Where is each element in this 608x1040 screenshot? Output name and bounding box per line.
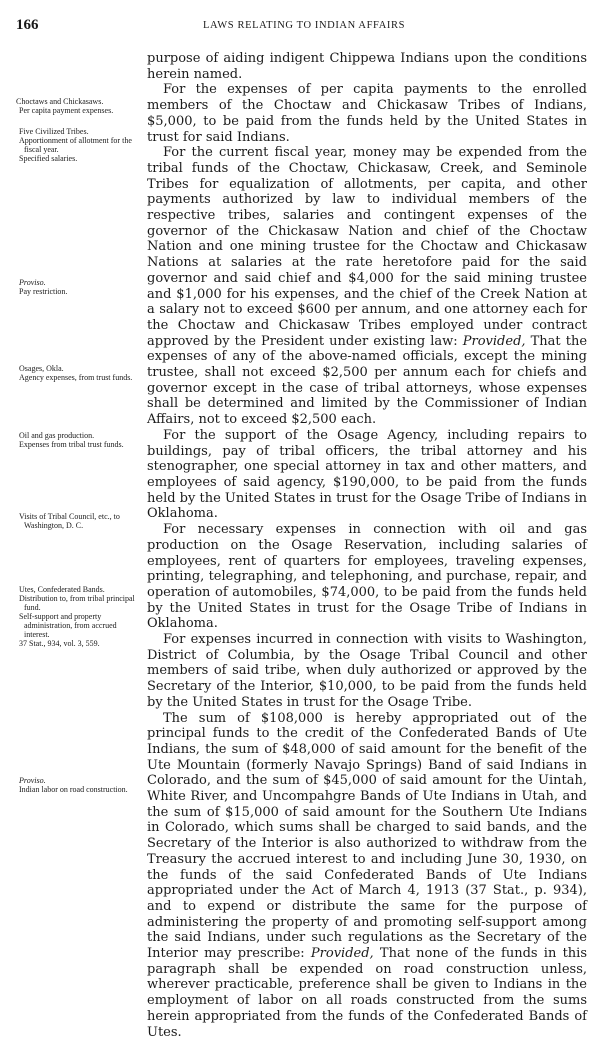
page-header: [16, 17, 592, 37]
proviso-word: Provided,: [462, 333, 526, 349]
page-number: 166: [16, 17, 39, 33]
margin-note-five-tribes: Five Civilized Tribes. Apportionment of allotment for the fiscal year. Specified salaries.: [19, 127, 132, 163]
paragraph-osage-agency: For the support of the Osage Agency, including repairs to buildings, pay of tribal officers, the tribal attorney and his stenographer, one special attorney in tax and other matters, and employees of said agency, $190,000, to be paid from the funds held by the United States in trust for the Osage Tribe of Indians in Oklahoma.: [147, 427, 587, 522]
paragraph-continued: purpose of aiding indigent Chippewa Indians upon the conditions herein named.: [147, 51, 587, 82]
margin-note-pay-restriction: Proviso. Pay restriction.: [19, 278, 68, 296]
paragraph-oil-gas: For necessary expenses in connection with oil and gas production on the Osage Reservation, including salaries of employees, rent of quarters for employees, traveling expenses, printing, telegraphing, and telephoning, and purchase, repair, and operation of automobiles, $74,000, to be paid from the funds held by the United States in trust for the Osage Tribe of Indians in Oklahoma.: [147, 522, 587, 632]
proviso-word: Provided,: [310, 946, 374, 962]
paragraph-five-civilized-tribes: For the current fiscal year, money may be expended from the tribal funds of the Choctaw, Chickasaw, Creek, and Seminole Tribes for equalization of allotments, per capita, and other payments authorized by law to individual members of the respective tribes, salaries and contingent expenses of the governor of the Chickasaw Nation and chief of the Choctaw Nation and one mining trustee for the Choctaw and Chickasaw Nations at salaries at the rate heretofore paid for the said governor and said chief and $4,000 for the said mining trustee and $1,000 for his expenses, and the chief of the Creek Nation at a salary not to exceed $600 per annum, and one attorney each for the Choctaw and Chickasaw Tribes employed under contract approved by the President under existing law: Provided, That the expenses of any of the above-named officials, except the mining trustee, shall not exceed $2,500 per annum each for chiefs and governor except in the case of tribal attorneys, whose expenses shall be determined and limited by the Commissioner of Indian Affairs, not to exceed $2,500 each.: [147, 145, 588, 428]
margin-note-oil-gas: Oil and gas production. Expenses from tribal trust funds.: [19, 431, 124, 449]
margin-note-road-construction: Proviso. Indian labor on road construction.: [19, 776, 128, 794]
margin-note-osages: Osages, Okla. Agency expenses, from trust funds.: [19, 364, 133, 382]
margin-note-choctaw: Choctaws and Chickasaws. Per capita payment expenses.: [16, 97, 114, 115]
body-text: [147, 51, 587, 1040]
margin-note-utes: Utes, Confederated Bands. Distribution to, from tribal principal fund. Self-support and property administration, from accrued interest. 37 Stat., 934, vol. 3, 559.: [19, 585, 135, 648]
paragraph-ute-bands: The sum of $108,000 is hereby appropriated out of the principal funds to the credit of the Confederated Bands of Ute Indians, the sum of $48,000 of said amount for the benefit of the Ute Mountain (formerly Navajo Springs) Band of said Indians in Colorado, and the sum of $45,000 of said amount for the Uintah, White River, and Uncompahgre Bands of Ute Indians in Utah, and the sum of $15,000 of said amount for the Southern Ute Indians in Colorado, which sums shall be charged to said bands, and the Secretary of the Interior is also authorized to withdraw from the Treasury the accrued interest to and including June 30, 1930, on the funds of the said Confederated Bands of Ute Indians appropriated under the Act of March 4, 1913 (37 Stat., p. 934), and to expend or distribute the same for the purpose of administering the property of and promoting self-support among the said Indians, under such regulations as the Secretary of the Interior may prescribe: Provided, That none of the funds in this paragraph shall be expended on road construction unless, wherever practicable, preference shall be given to Indians in the employment of labor on all roads constructed from the sums herein appropriated from the funds of the Confederated Bands of Utes.: [147, 710, 587, 1040]
margin-note-council-visits: Visits of Tribal Council, etc., to Washington, D. C.: [19, 512, 120, 530]
running-head: LAWS RELATING TO INDIAN AFFAIRS: [202, 20, 406, 31]
paragraph-tribal-council-visits: For expenses incurred in connection with visits to Washington, District of Columbia, by the Osage Tribal Council and other members of said tribe, when duly authorized or approved by the Secretary of the Interior, $10,000, to be paid from the funds held by the United States in trust for the Osage Tribe.: [147, 632, 587, 710]
paragraph-choctaw-chickasaw: For the expenses of per capita payments to the enrolled members of the Choctaw and Chickasaw Tribes of Indians, $5,000, to be paid from the funds held by the United States in trust for said Indians.: [147, 82, 587, 145]
